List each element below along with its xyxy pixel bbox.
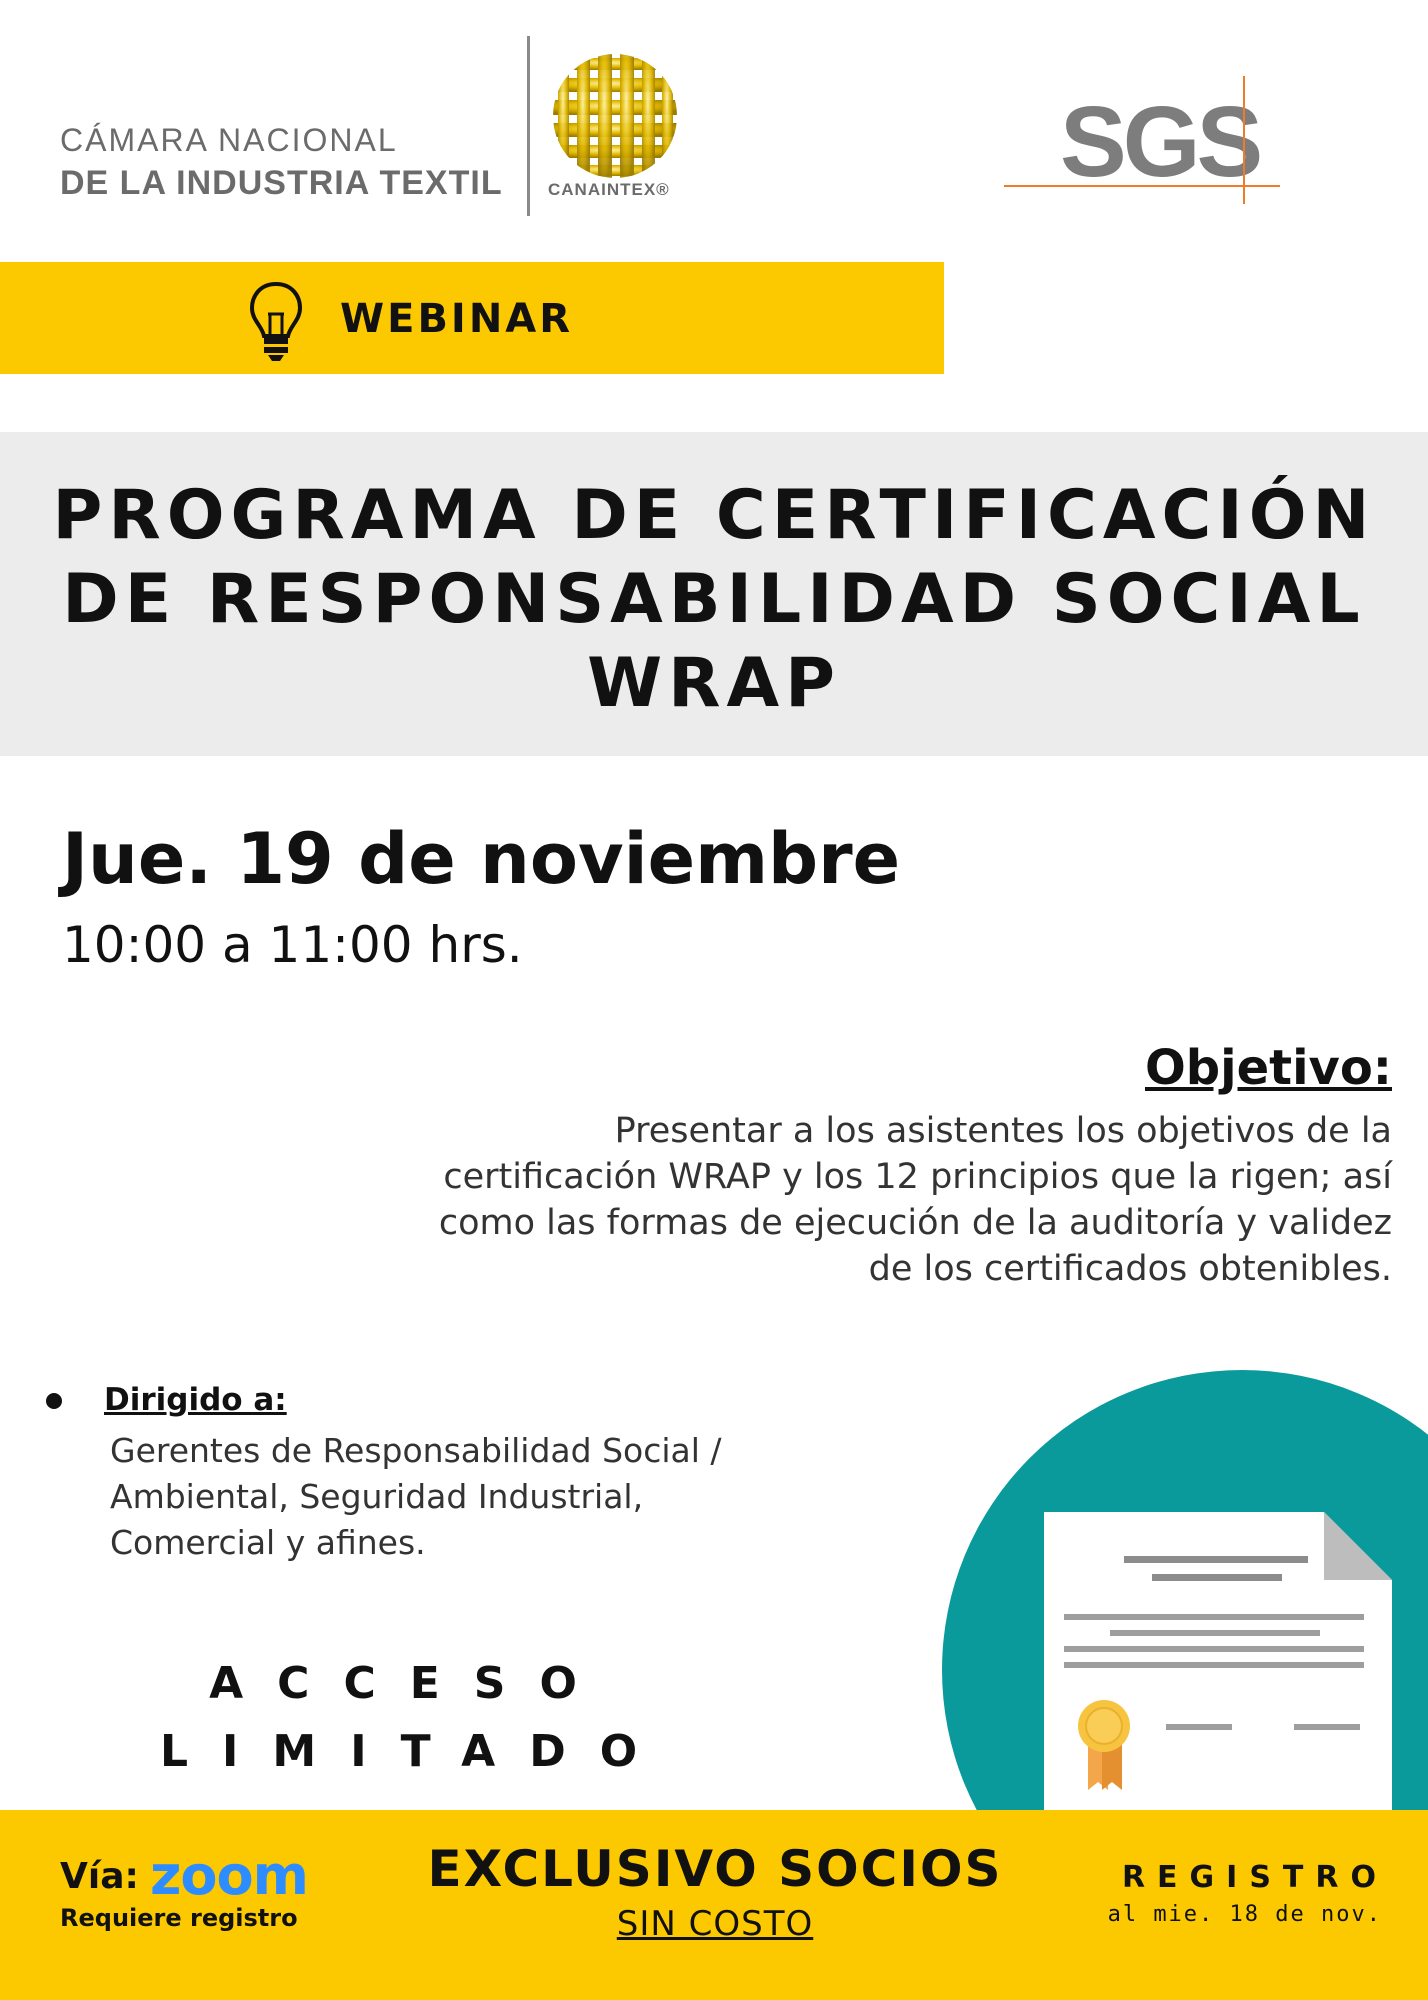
- registration-deadline: al mie. 18 de nov.: [1107, 1902, 1382, 1927]
- registration-required-note: Requiere registro: [60, 1904, 298, 1932]
- canaintex-logo-icon: [548, 50, 682, 182]
- title-line-1: PROGRAMA DE CERTIFICACIÓN: [52, 476, 1376, 555]
- camara-name-line2: DE LA INDUSTRIA TEXTIL: [60, 164, 503, 202]
- registration-label: REGISTRO: [1121, 1860, 1388, 1895]
- access-line-1: ACCESO: [209, 1658, 611, 1709]
- exclusive-members-label: EXCLUSIVO SOCIOS: [427, 1840, 1003, 1898]
- title-line-3: WRAP: [587, 644, 841, 723]
- access-line-2: LIMITADO: [160, 1726, 672, 1777]
- via-label: Vía:: [60, 1856, 139, 1897]
- no-cost-label: SIN COSTO: [616, 1904, 814, 1944]
- objective-heading: Objetivo:: [1144, 1040, 1392, 1096]
- webinar-label: WEBINAR: [340, 296, 574, 342]
- canaintex-wordmark: CANAINTEX®: [548, 180, 670, 199]
- event-time: 10:00 a 11:00 hrs.: [62, 916, 523, 974]
- camara-name-line1: CÁMARA NACIONAL: [60, 122, 398, 158]
- certificate-icon: [1044, 1512, 1392, 1812]
- zoom-logo: zoom: [150, 1844, 308, 1907]
- lightbulb-icon: [246, 278, 306, 362]
- audience-heading: Dirigido a:: [104, 1382, 287, 1418]
- header-divider: [527, 36, 530, 216]
- event-date: Jue. 19 de noviembre: [62, 818, 901, 900]
- bullet-icon: [46, 1393, 62, 1409]
- title-line-2: DE RESPONSABILIDAD SOCIAL: [62, 560, 1366, 639]
- sgs-logo: [1004, 72, 1284, 212]
- sgs-wordmark: SGS: [1060, 86, 1260, 198]
- objective-text: Presentar a los asistentes los objetivos de la certificación WRAP y los 12 principios que la rigen; así como las formas de ejecución de la auditoría y validez de los certificados obtenibles.: [438, 1111, 1392, 1289]
- audience-text: Gerentes de Responsabilidad Social / Ambiental, Seguridad Industrial, Comercial y afines.: [110, 1431, 722, 1562]
